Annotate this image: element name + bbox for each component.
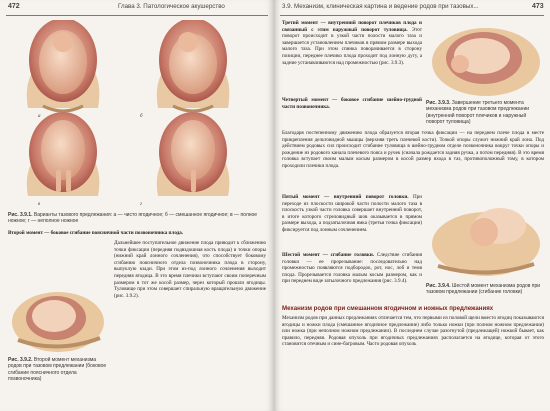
left-page <box>0 0 274 411</box>
paragraph-second-moment-body: Дальнейшее поступательное движение плода приводит к сближению точки фиксации (передняя подвздошная кость плода) и точки опоры (нижний край лонного сочленения), что способствует боковому сгибанию поясничного отдела позвоночника плода в сторону, выпуклую кзади. При этом из-под лонного сочленения выходит передняя ягодица. В это время плечики вступают своим поперечным размером в тот же косой размер, через который прошли ягодицы. Туловище при этом совершает спиральную вращательную движение (рис. 3.9.2). <box>114 240 266 299</box>
figure-3-9-4-illustration <box>426 196 544 280</box>
header-rule <box>6 15 268 16</box>
paragraph-fourth-moment-intro: Четвертый момент — боковое сгибание шейно-грудной части позвоночника. <box>282 97 422 110</box>
right-page-number: 473 <box>532 3 544 10</box>
section-body: Механизм родов при данных предлежаниях отличается тем, что первыми из половой щели вместо ягодиц показываются ягодицы и ножки плода (смешанное ягодичное предлежание) либо только ножки (при полном ножном предлежании) или ножка (при неполном ножном предлежании). В последнем случае разогнутой (предлежащей) ножкой бывает, как правило, передняя. Родовая опухоль при ягодичных предлежаниях располагается на ягодице, которая от этого становится отечным и сине-багровым. Часто родовая опухоль <box>282 315 544 348</box>
panel-label-g: г <box>140 202 142 207</box>
figure-3-9-2-caption: Рис. 3.9.2. Второй момент механизма родов при тазовом предлежании (боковое сгибание поясничного отдела позвоночника) <box>8 357 107 383</box>
figure-3-9-1-caption: Рис. 3.9.1. Варианты тазового предлежания: а — чисто ягодичное; б — смешанное ягодичное; в — полное ножное; г — неполное ножное <box>8 212 258 225</box>
figure-3-9-3-caption: Рис. 3.9.3. Завершение третьего момента механизма родов при тазовом предлежании (внутренний поворот плечиков и наружный поворот туловища) <box>426 100 530 126</box>
paragraph-fifth-moment: Пятый момент — внутренний поворот головки. При переходе из плоскости широкой части полости малого таза в плоскость узкой части головка совершает внутренний поворот, в итоге которого стреловидный шов оказывается в прямом размере выхода, а подзатылочная ямка (третья точка фиксации) фиксируется под лонным сочленением. <box>282 194 422 233</box>
right-page <box>274 0 550 411</box>
figure-3-9-2-illustration <box>8 278 110 354</box>
panel-label-v: в <box>38 202 41 207</box>
panel-label-a: а <box>38 114 41 119</box>
paragraph-fourth-moment-body: Благодаря постепенному движению плода образуется вторая точка фиксации — на переднем плече плода в месте прикрепления дельтовидной мышцы (верхняя треть плечевой кости). Точкой опоры служит нижний край лона. Под действием родовых сил происходит сгибание туловища в шейно-грудном отделе позвоночника вокруг точки опоры и рождение из родового канала плечевого пояса и ручек (сначала рождается задняя ручка, а потом передняя). В это время головка вступает своим малым косым размером в косой размер входа в таз, противоположный тому, в котором проходили плечики плода. <box>282 130 544 169</box>
paragraph-third-moment: Третий момент — внутренний поворот плечиков плода и связанный с этим наружный поворот туловища. Этот поворот происходит в узкой части полости малого таза и завершается установлением плечиков в прямом размере выхода малого таза. При этом спинка поворачивается в сторону позиции, переднее плечико плода проходит под лонную дугу, а задние устанавливаются над промежностью (рис. 3.9.3). <box>282 20 422 66</box>
figure-3-9-3-illustration <box>426 20 544 98</box>
figure-3-9-1-illustration <box>8 20 266 204</box>
left-running-head: Глава 3. Патологическое акушерство <box>118 3 225 10</box>
header-rule-right <box>280 15 544 16</box>
figure-3-9-4-caption: Рис. 3.9.4. Шестой момент механизма родов при тазовом предлежании (сгибание головки) <box>426 283 541 296</box>
paragraph-sixth-moment: Шестой момент — сгибание головки. Следствие сгибания головки — ее прорезывание: последовательно над промежностью появляются подбородок, рот, нос, лоб и темя плода. Прорезывается головка малым косым размером, как и при переднем виде затылочного предлежания (рис. 3.9.4). <box>282 252 422 285</box>
section-title: Механизм родов при смешанном ягодичном и ножных предлежаниях <box>282 305 494 312</box>
paragraph-second-moment-intro: Второй момент — боковое сгибание поясничной части позвоночника плода. <box>8 230 184 236</box>
left-page-number: 472 <box>8 3 20 10</box>
panel-label-b: б <box>140 114 143 119</box>
right-running-head: 3.9. Механизм, клиническая картина и ведение родов при тазовых... <box>282 3 479 10</box>
